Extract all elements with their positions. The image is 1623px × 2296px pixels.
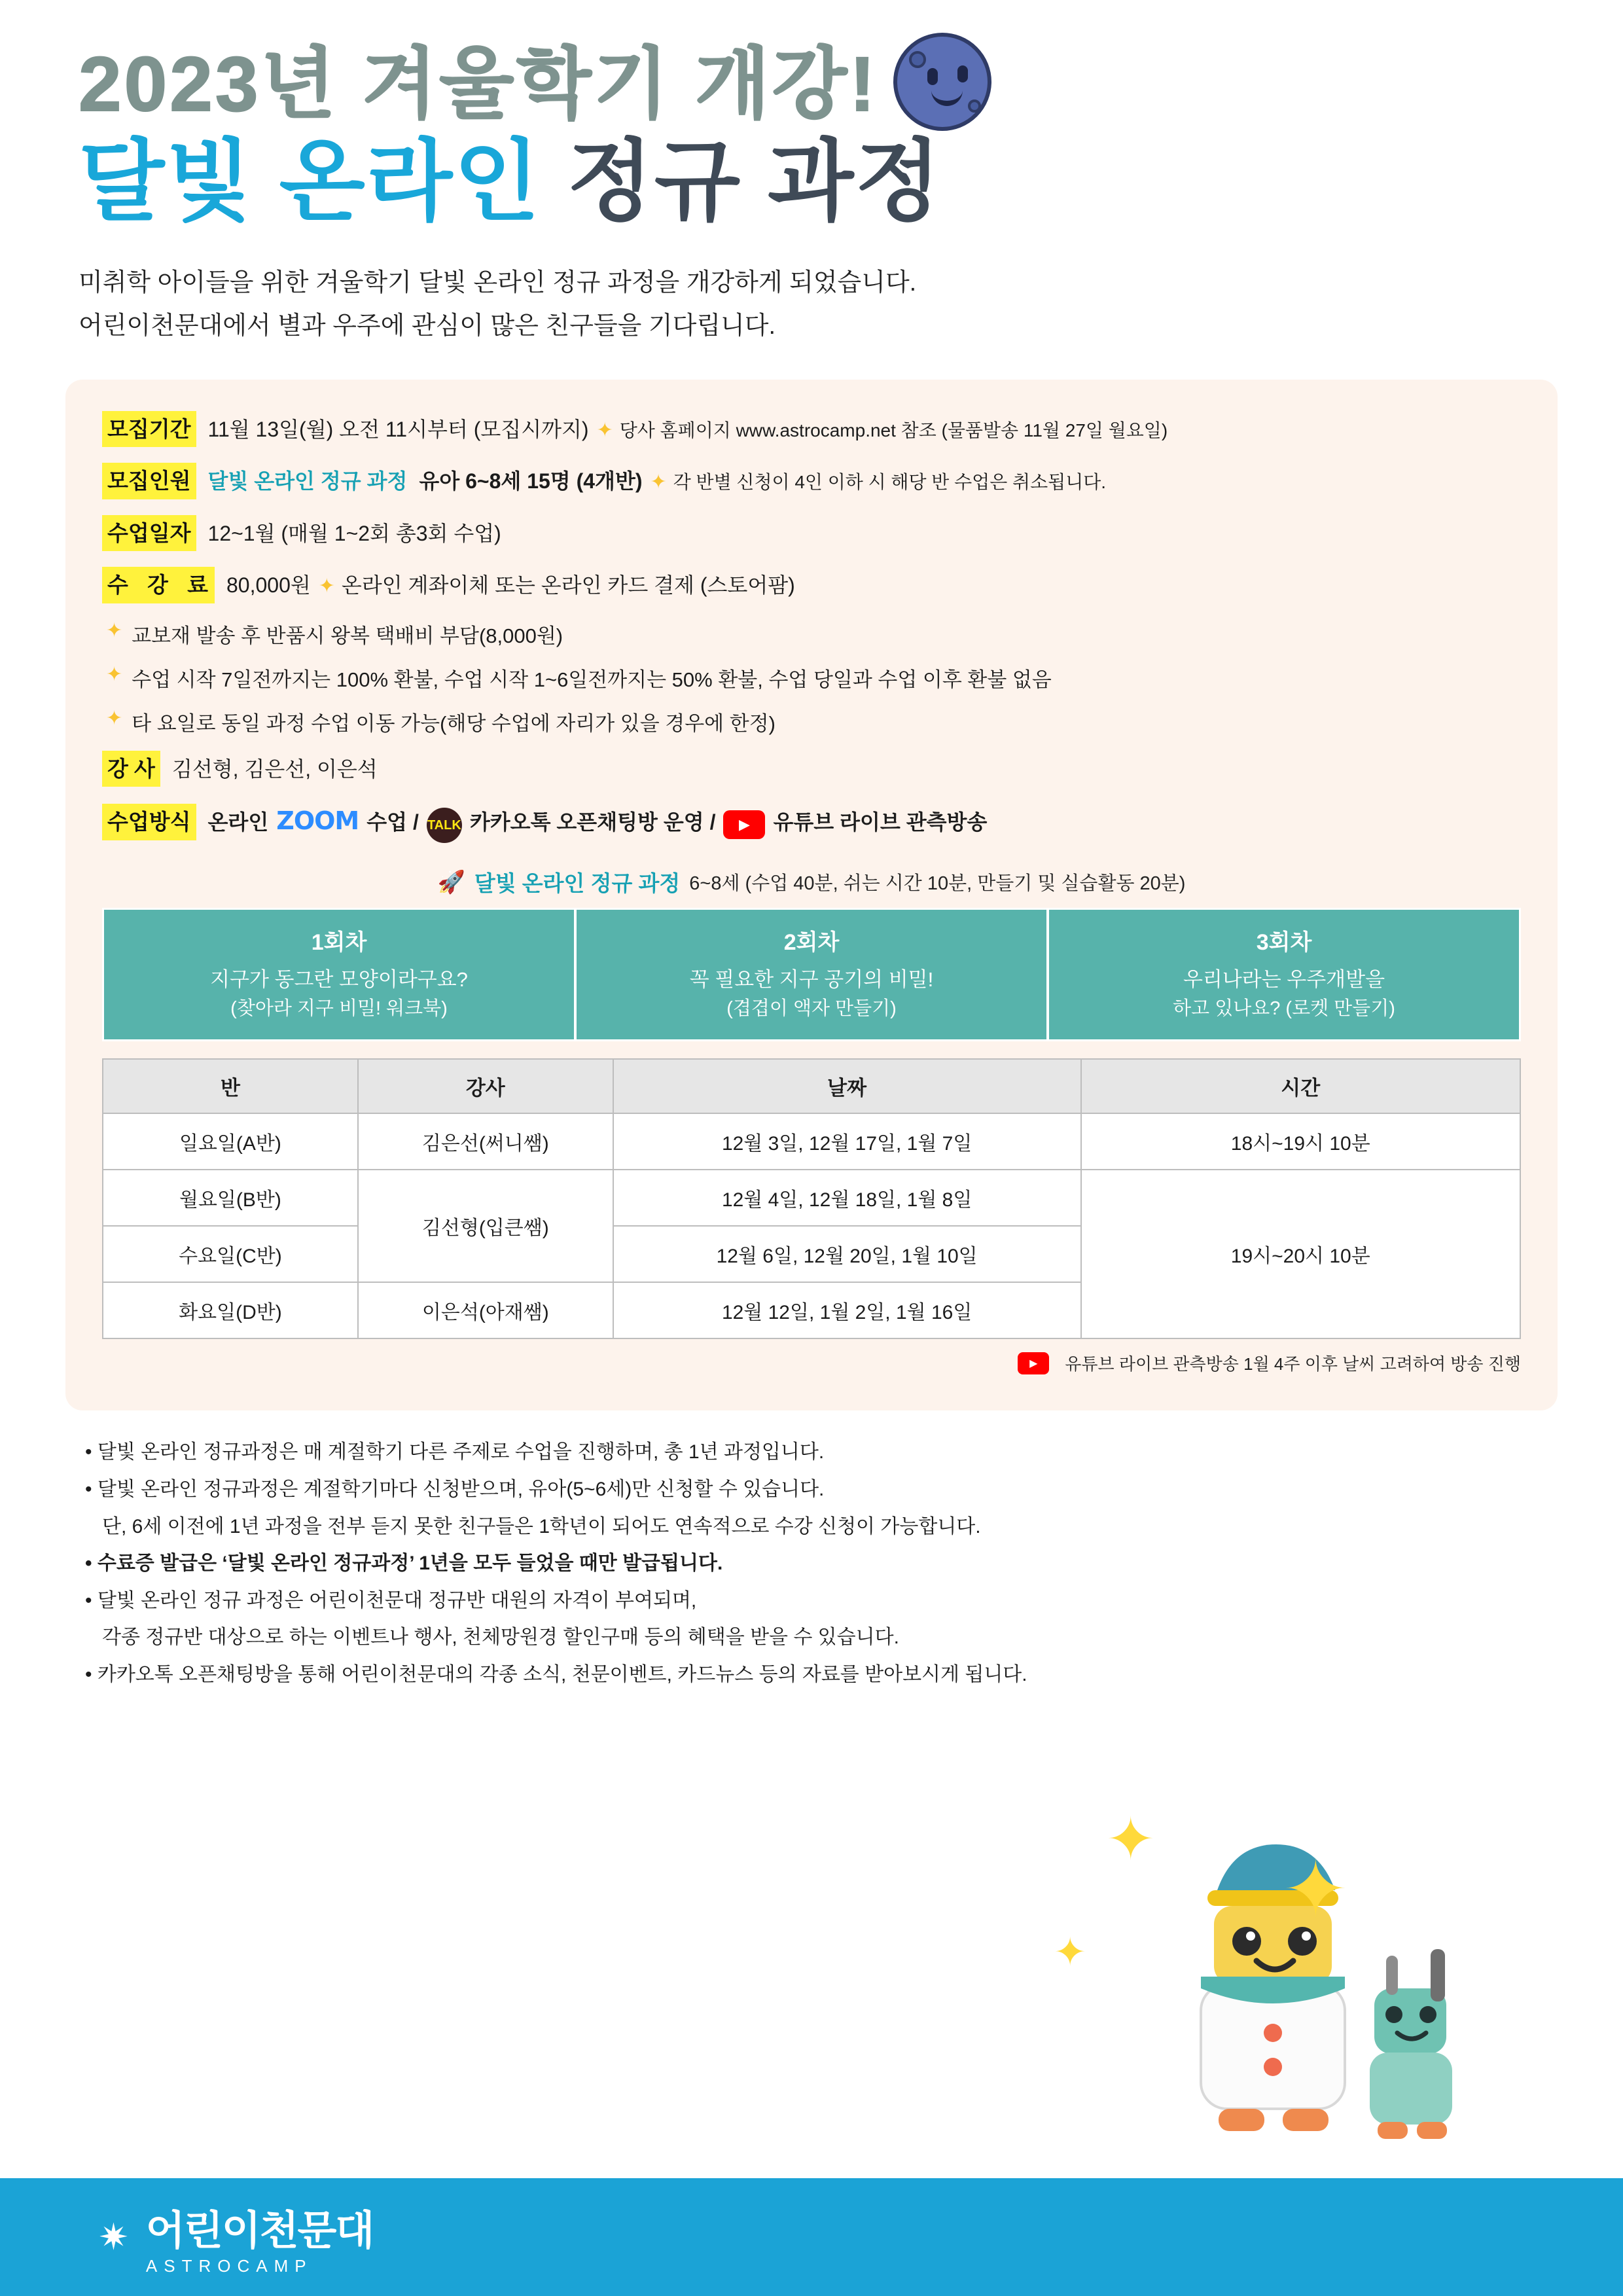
th-teacher: 강사 [358, 1059, 613, 1113]
sparkle-icon: ✦ [1283, 1846, 1349, 1933]
row3-dates: 12월 6일, 12월 20일, 1월 10일 [613, 1226, 1081, 1282]
star-icon: ✦ [650, 471, 667, 493]
method-tag: 수업방식 [102, 804, 196, 840]
youtube-icon: ▶ [1018, 1352, 1049, 1374]
star-icon: ✦ [106, 663, 123, 685]
row2-time: 19시~20시 10분 [1081, 1170, 1520, 1338]
recruit-period-tag: 모집기간 [102, 411, 196, 448]
sparkle-icon: ✦ [1106, 1807, 1156, 1873]
row2-teacher: 김선형(입큰쌤) [358, 1170, 613, 1282]
page-header [0, 0, 1623, 348]
subtitle-line-1: 미취학 아이들을 위한 겨울학기 달빛 온라인 정규 과정을 개강하게 되었습니다. [79, 268, 917, 296]
page-subtitle [79, 261, 1544, 348]
row1-teacher: 김은선(써니쌤) [358, 1113, 613, 1170]
tuition-row [102, 567, 1521, 603]
star-icon: ✦ [596, 419, 613, 441]
policy-bullet-2-text: 수업 시작 7일전까지는 100% 환불, 수업 시작 1~6일전까지는 50% 환불, 수업 당일과 수업 이후 환불 없음 [132, 668, 1052, 691]
footnote-4: • 수료증 발급은 ‘달빛 온라인 정규과정’ 1년을 모두 들었을 때만 발급됩니다. [85, 1552, 723, 1575]
session-2-number: 2회차 [783, 930, 840, 956]
title-row-1 [79, 39, 1544, 131]
session-3-number: 3회차 [1256, 930, 1312, 956]
method-row [102, 802, 1521, 843]
row4-class: 화요일(D반) [103, 1282, 358, 1338]
footnote-5: • 달빛 온라인 정규 과정은 어린이천문대 정규반 대원의 자격이 부여되며, [85, 1589, 697, 1611]
tuition-text: 80,000원 [226, 573, 311, 598]
recruit-quota-note: 각 반별 신청이 4인 이하 시 해당 반 수업은 취소됩니다. [673, 472, 1107, 493]
session-3-line2: 하고 있나요? (로켓 만들기) [1173, 998, 1395, 1020]
policy-bullet-1 [102, 619, 1521, 649]
row1-class: 일요일(A반) [103, 1113, 358, 1170]
mascot-illustration [1054, 1792, 1525, 2159]
recruit-quota-row [102, 463, 1521, 499]
class-date-text: 12~1월 (매월 1~2회 총3회 수업) [207, 521, 501, 545]
footnote-7: • 카카오톡 오픈채팅방을 통해 어린이천문대의 각종 소식, 천문이벤트, 카드뉴스 등의 자료를 받아보시게 됩니다. [85, 1663, 1027, 1685]
footnote-2: • 달빛 온라인 정규과정은 계절학기마다 신청받으며, 유아(5~6세)만 신청할 수 있습니다. [85, 1478, 825, 1500]
footnotes [85, 1437, 1544, 1691]
star-icon: ✦ [318, 575, 335, 598]
session-3-line1: 우리나라는 우주개발을 [1183, 968, 1385, 992]
recruit-quota-text: 유아 6~8세 15명 (4개반) [419, 469, 643, 493]
zoom-logo: ZOOM [276, 806, 359, 836]
th-class: 반 [103, 1059, 358, 1113]
policy-bullet-3-text: 타 요일로 동일 과정 수업 이동 가능(해당 수업에 자리가 있을 경우에 한정) [132, 711, 776, 735]
tuition-note: 온라인 계좌이체 또는 온라인 카드 결제 (스토어팜) [341, 573, 795, 598]
method-class-label: 수업 / [366, 810, 419, 834]
recruit-quota-course: 달빛 온라인 정규 과정 [207, 469, 408, 493]
method-online-label: 온라인 [207, 810, 269, 834]
page-title-line1: 2023년 겨울학기 개강! [79, 41, 878, 128]
course-header-subtitle: 6~8세 (수업 40분, 쉬는 시간 10분, 만들기 및 실습활동 20분) [689, 873, 1186, 895]
policy-bullet-2 [102, 663, 1521, 692]
schedule-table [102, 1058, 1521, 1339]
teacher-text: 김선형, 김은선, 이은석 [171, 757, 378, 781]
session-card-3 [1049, 910, 1519, 1039]
table-row [103, 1170, 1520, 1226]
table-row [103, 1113, 1520, 1170]
recruit-period-row [102, 411, 1521, 448]
class-date-tag: 수업일자 [102, 515, 196, 552]
footnote-6: 각종 정규반 대상으로 하는 이벤트나 행사, 천체망원경 할인구매 등의 혜택을 받을 수 있습니다. [102, 1626, 899, 1649]
star-icon: ✦ [106, 707, 123, 729]
method-kakao-label: 카카오톡 오픈채팅방 운영 / [469, 810, 716, 834]
moon-character-icon [893, 33, 991, 131]
policy-bullet-3 [102, 707, 1521, 736]
session-2-line1: 꼭 필요한 지구 공기의 비밀! [689, 968, 934, 992]
page-title-dark: 정규 과정 [567, 132, 942, 231]
telescope-icon: ✷ [98, 2216, 129, 2257]
session-2-line2: (겹겹이 액자 만들기) [726, 998, 897, 1020]
method-youtube-label: 유튜브 라이브 관측방송 [773, 810, 988, 834]
row3-class: 수요일(C반) [103, 1226, 358, 1282]
teacher-row [102, 751, 1521, 787]
session-1-number: 1회차 [311, 930, 367, 956]
th-dates: 날짜 [613, 1059, 1081, 1113]
row1-dates: 12월 3일, 12월 17일, 1월 7일 [613, 1113, 1081, 1170]
footnote-1: • 달빛 온라인 정규과정은 매 계절학기 다른 주제로 수업을 진행하며, 총 1년 과정입니다. [85, 1441, 825, 1463]
class-date-row [102, 515, 1521, 552]
broadcast-note-text: 유튜브 라이브 관측방송 1월 4주 이후 날씨 고려하여 방송 진행 [1065, 1354, 1521, 1374]
policy-bullet-1-text: 교보재 발송 후 반품시 왕복 택배비 부담(8,000원) [132, 624, 563, 647]
session-card-1 [104, 910, 574, 1039]
course-header [102, 867, 1521, 897]
subtitle-line-2: 어린이천문대에서 별과 우주에 관심이 많은 친구들을 기다립니다. [79, 312, 776, 340]
recruit-period-note: 당사 홈페이지 www.astrocamp.net 참조 (물품발송 11월 27일 월요일) [619, 420, 1168, 440]
footnote-3: 단, 6세 이전에 1년 과정을 전부 듣지 못한 친구들은 1학년이 되어도 연속적으로 수강 신청이 가능합니다. [102, 1515, 981, 1537]
recruit-quota-tag: 모집인원 [102, 463, 196, 499]
sparkle-icon: ✦ [1054, 1930, 1087, 1974]
session-1-line2: (찾아라 지구 비밀! 워크북) [230, 998, 448, 1020]
row1-time: 18시~19시 10분 [1081, 1113, 1520, 1170]
page-title-line2 [79, 134, 1544, 230]
course-header-title: 달빛 온라인 정규 과정 [474, 871, 681, 896]
footer-logo-name: 어린이천문대 [145, 2208, 374, 2253]
broadcast-note-row [102, 1351, 1521, 1375]
session-card-2 [577, 910, 1046, 1039]
row2-dates: 12월 4일, 12월 18일, 1월 8일 [613, 1170, 1081, 1226]
session-1-line1: 지구가 동그란 모양이라구요? [210, 968, 468, 992]
session-grid [102, 908, 1521, 1041]
th-time: 시간 [1081, 1059, 1520, 1113]
page-footer [0, 2178, 1623, 2296]
row2-class: 월요일(B반) [103, 1170, 358, 1226]
recruit-period-text: 11월 13일(월) 오전 11시부터 (모집시까지) [207, 417, 589, 441]
kakaotalk-icon: TALK [427, 808, 462, 843]
info-panel [65, 380, 1558, 1410]
page-title-blue: 달빛 온라인 [79, 132, 541, 231]
row4-teacher: 이은석(아재쌤) [358, 1282, 613, 1338]
tuition-tag: 수 강 료 [102, 567, 215, 603]
youtube-icon: ▶ [723, 810, 765, 839]
footer-logo-sub: ASTROCAMP [145, 2256, 313, 2276]
teacher-tag: 강 사 [102, 751, 160, 787]
table-header-row [103, 1059, 1520, 1113]
rocket-icon: 🚀 [437, 869, 465, 895]
row4-dates: 12월 12일, 1월 2일, 1월 16일 [613, 1282, 1081, 1338]
star-icon: ✦ [106, 619, 123, 641]
